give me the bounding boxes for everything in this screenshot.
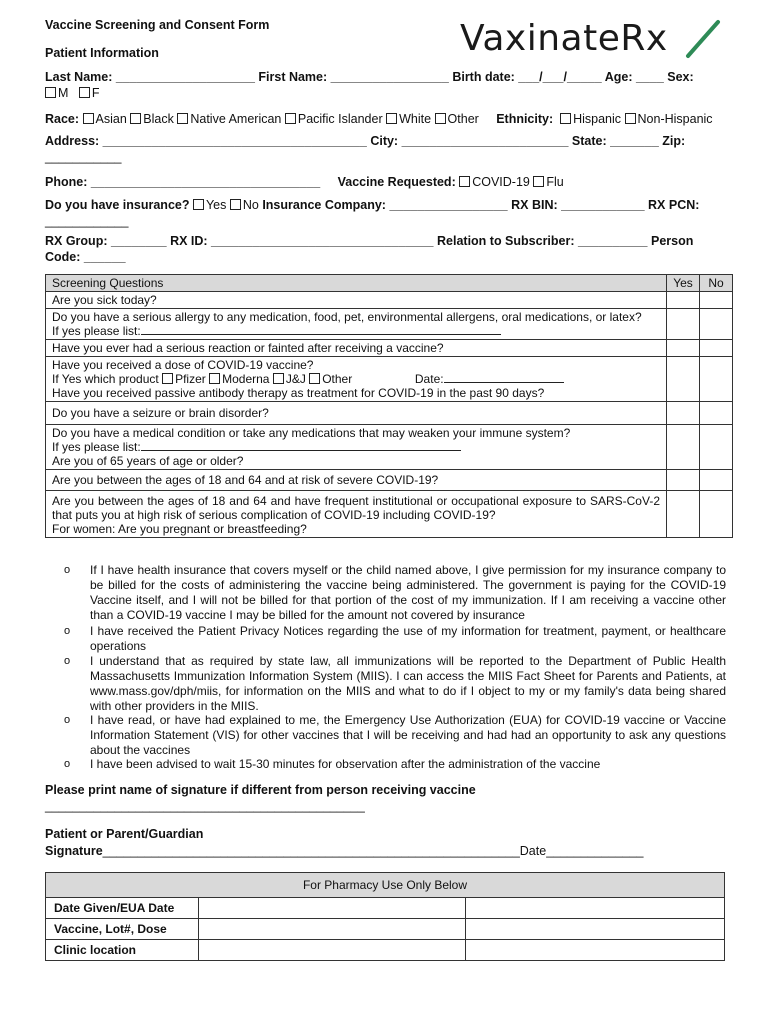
date-label: Date [519,844,547,858]
sex-m-label: M [58,86,69,100]
sex-label: Sex: [667,70,694,84]
answer-yes-cell[interactable] [667,292,700,309]
pharmacy-header-row [46,873,725,898]
bullet-icon: o [64,758,71,770]
rx-group-row [45,234,693,248]
no-header: No [700,275,733,292]
form-title: Vaccine Screening and Consent Form [45,18,270,32]
screening-header-row [46,275,733,292]
answer-no-cell[interactable] [700,491,733,538]
insurance-yes-label: Yes [205,198,227,212]
name-row [45,70,694,84]
race-native-checkbox[interactable] [177,113,188,124]
answer-no-cell[interactable] [700,402,733,425]
race-native-label: Native American [190,112,282,126]
rx-pcn-field[interactable]: ____________ [45,214,129,228]
race-pacific-checkbox[interactable] [285,113,296,124]
ethnicity-label: Ethnicity: [496,112,554,126]
logo-x-swoosh-icon [684,18,724,62]
vaccine-flu-label: Flu [546,175,564,189]
rx-bin-field[interactable]: RX BIN: ____________ [511,198,645,212]
race-black-label: Black [143,112,174,126]
table-row [46,491,733,538]
pharmacy-cell[interactable] [199,919,466,940]
immune-list-label: If yes please list: [52,440,141,454]
covid-product-label: If Yes which product [52,372,159,386]
table-row [46,470,733,491]
age-field[interactable]: Age: ____ [604,70,664,84]
table-row [46,402,733,425]
pharmacy-cell[interactable] [199,940,466,961]
table-row [46,292,733,309]
race-white-label: White [399,112,432,126]
answer-no-cell[interactable] [700,425,733,470]
pharmacy-cell[interactable] [466,919,725,940]
allergy-list-underline [141,324,501,335]
race-row [45,112,713,126]
answer-yes-cell[interactable] [667,340,700,357]
bullet-icon: o [64,564,71,576]
table-row [46,309,733,340]
question-seizure: Do you have a seizure or brain disorder? [46,402,667,425]
answer-yes-cell[interactable] [667,425,700,470]
bullet-icon: o [64,625,71,637]
table-row [46,919,725,940]
screening-header: Screening Questions [46,275,667,292]
covid-date-underline[interactable] [444,372,564,383]
zip-label: Zip: [662,134,686,148]
address-row [45,134,685,148]
zip-field[interactable]: ___________ [45,150,122,164]
signature-label: Signature [45,844,103,858]
table-row [46,898,725,919]
question-allergy [46,309,667,340]
race-other-checkbox[interactable] [435,113,446,124]
product-pfizer-checkbox[interactable] [162,373,173,384]
relation-field[interactable]: Relation to Subscriber: __________ [437,234,648,248]
vaccine-flu-checkbox[interactable] [533,176,544,187]
rx-group-field[interactable]: RX Group: ________ [45,234,167,248]
pharmacy-cell[interactable] [466,940,725,961]
city-field[interactable]: City: ________________________ [370,134,569,148]
address-field[interactable]: Address: ______________________________________ [45,134,367,148]
allergy-list-line[interactable] [52,324,660,338]
product-jj-label: J&J [285,372,306,386]
covid-date-label: Date: [414,372,444,386]
answer-no-cell[interactable] [700,309,733,340]
insurance-row [45,198,699,212]
answer-no-cell[interactable] [700,292,733,309]
answer-yes-cell[interactable] [667,309,700,340]
consent-text: If I have health insurance that covers myself or the child named above, I give permission for my insurance company to be billed for the costs of administering the vaccine being administered. The government is paying for the COVID-19 Vaccine itself, and I will not be billed for that portion of the cost of my immunization. If I am receiving a vaccine other than a COVID-19 vaccine I may be billed for the amount not covered by insurance [90,563,726,622]
birth-date-field[interactable]: Birth date: ___/___/_____ [452,70,602,84]
sex-options [45,86,99,100]
signature-row [45,844,644,858]
race-black-checkbox[interactable] [130,113,141,124]
question-sick: Are you sick today? [46,292,667,309]
allergy-list-label: If yes please list: [52,324,141,338]
section-patient-info: Patient Information [45,46,159,60]
answer-yes-cell[interactable] [667,402,700,425]
consent-item-privacy [64,624,726,656]
question-age-65: Are you of 65 years of age or older? [52,454,244,468]
consent-text: I have read, or have had explained to me, the Emergency Use Authorization (EUA) for COVID-19 vaccine or Vaccine Information Statement (VIS) for other vaccines that I will be receiving and had had an opportunity to ask any questions about the vaccines [90,713,726,757]
ethnicity-hispanic-label: Hispanic [573,112,622,126]
answer-no-cell[interactable] [700,340,733,357]
covid-product-line [52,372,660,386]
ethnicity-nonhispanic-label: Non-Hispanic [637,112,713,126]
immune-list-underline [141,440,461,451]
question-immune [46,425,667,470]
answer-yes-cell[interactable] [667,470,700,491]
question-immune-text: Do you have a medical condition or take any medications that may weaken your immune system? [52,426,571,440]
question-allergy-text: Do you have a serious allergy to any medication, food, pet, environmental allergens, oral medications, or latex? [52,310,642,324]
ethnicity-hispanic-checkbox[interactable] [560,113,571,124]
consent-item-insurance [64,563,726,625]
question-pregnant: For women: Are you pregnant or breastfeeding? [52,522,307,536]
consent-text: I have been advised to wait 15-30 minutes for observation after the administration of the vaccine [90,757,601,771]
print-name-label: Please print name of signature if different from person receiving vaccine [45,783,476,797]
last-name-field[interactable]: Last Name: ____________________ [45,70,255,84]
date-field[interactable]: ______________ [546,844,644,858]
consent-item-observation [64,757,726,773]
question-exposure [46,491,667,538]
question-exposure-text: Are you between the ages of 18 and 64 and have frequent institutional or occupational exposure to SARS-CoV-2 that puts you at high risk of serious complication of COVID-19 including COVID-19? [52,494,660,522]
insurance-question: Do you have insurance? [45,198,190,212]
insurance-yes-checkbox[interactable] [193,199,204,210]
answer-no-cell[interactable] [700,470,733,491]
print-name-field[interactable]: ______________________________________________ [45,799,365,813]
question-age-18-64-risk: Are you between the ages of 18 and 64 and at risk of severe COVID-19? [46,470,667,491]
person-code-field[interactable]: Code: ______ [45,250,126,264]
product-other-label: Other [322,372,353,386]
answer-yes-cell[interactable] [667,357,700,402]
consent-item-miis [64,654,726,716]
phone-row [45,175,564,189]
guardian-label: Patient or Parent/Guardian [45,827,204,841]
race-asian-checkbox[interactable] [83,113,94,124]
race-pacific-label: Pacific Islander [297,112,383,126]
question-covid-dose-text: Have you received a dose of COVID-19 vaccine? [52,358,314,372]
pharmacy-cell[interactable] [466,898,725,919]
pharmacy-clinic-location-label: Clinic location [46,940,199,961]
first-name-field[interactable]: First Name: _________________ [258,70,449,84]
answer-no-cell[interactable] [700,357,733,402]
product-moderna-checkbox[interactable] [209,373,220,384]
race-label: Race: [45,112,80,126]
race-white-checkbox[interactable] [386,113,397,124]
pharmacy-table [45,872,725,961]
consent-text: I understand that as required by state law, all immunizations will be reported to the Department of Public Health Massachusetts Immunization Information System (MIIS). I can access the MIIS Fact Sheet for Parents and Patients, at www.mass.gov/dph/miis, for information on the MIIS and what to do if I object to my or my family's data being shared with other providers in the MIIS. [90,654,726,713]
sex-f-label: F [91,86,100,100]
vaccine-requested-label: Vaccine Requested: [337,175,456,189]
phone-field[interactable]: Phone: _________________________________ [45,175,321,189]
product-moderna-label: Moderna [222,372,270,386]
insurance-company-field[interactable]: Insurance Company: _________________ [262,198,508,212]
pharmacy-header: For Pharmacy Use Only Below [46,873,725,898]
question-antibody: Have you received passive antibody therapy as treatment for COVID-19 in the past 90 days? [52,386,545,400]
table-row [46,940,725,961]
product-other-checkbox[interactable] [309,373,320,384]
table-row [46,357,733,402]
question-reaction: Have you ever had a serious reaction or fainted after receiving a vaccine? [46,340,667,357]
table-row [46,425,733,470]
vaccine-covid-label: COVID-19 [472,175,530,189]
signature-field[interactable]: ____________________________________________________________ [102,844,520,858]
vaxinaterx-logo [460,18,722,62]
rx-id-field[interactable]: RX ID: ________________________________ [170,234,434,248]
pharmacy-cell[interactable] [199,898,466,919]
vaccine-covid-checkbox[interactable] [459,176,470,187]
yes-header: Yes [667,275,700,292]
race-asian-label: Asian [95,112,127,126]
insurance-no-label: No [242,198,259,212]
insurance-no-checkbox[interactable] [230,199,241,210]
bullet-icon: o [64,655,71,667]
ethnicity-nonhispanic-checkbox[interactable] [625,113,636,124]
sex-m-checkbox[interactable] [45,87,56,98]
immune-list-line[interactable] [52,440,660,454]
consent-text: I have received the Patient Privacy Notices regarding the use of my information for treatment, payment, or healthcare operations [90,624,726,653]
table-row [46,340,733,357]
person-code-label: Person [651,234,694,248]
screening-table [45,274,733,538]
pharmacy-date-given-label: Date Given/EUA Date [46,898,199,919]
logo-text: VaxinateRx [460,18,668,59]
sex-f-checkbox[interactable] [79,87,90,98]
state-field[interactable]: State: _______ [571,134,659,148]
answer-yes-cell[interactable] [667,491,700,538]
bullet-icon: o [64,714,71,726]
race-other-label: Other [447,112,479,126]
pharmacy-vaccine-lot-label: Vaccine, Lot#, Dose [46,919,199,940]
product-jj-checkbox[interactable] [273,373,284,384]
rx-pcn-label: RX PCN: [648,198,700,212]
product-pfizer-label: Pfizer [175,372,206,386]
question-covid-dose [46,357,667,402]
consent-item-eua [64,713,726,759]
